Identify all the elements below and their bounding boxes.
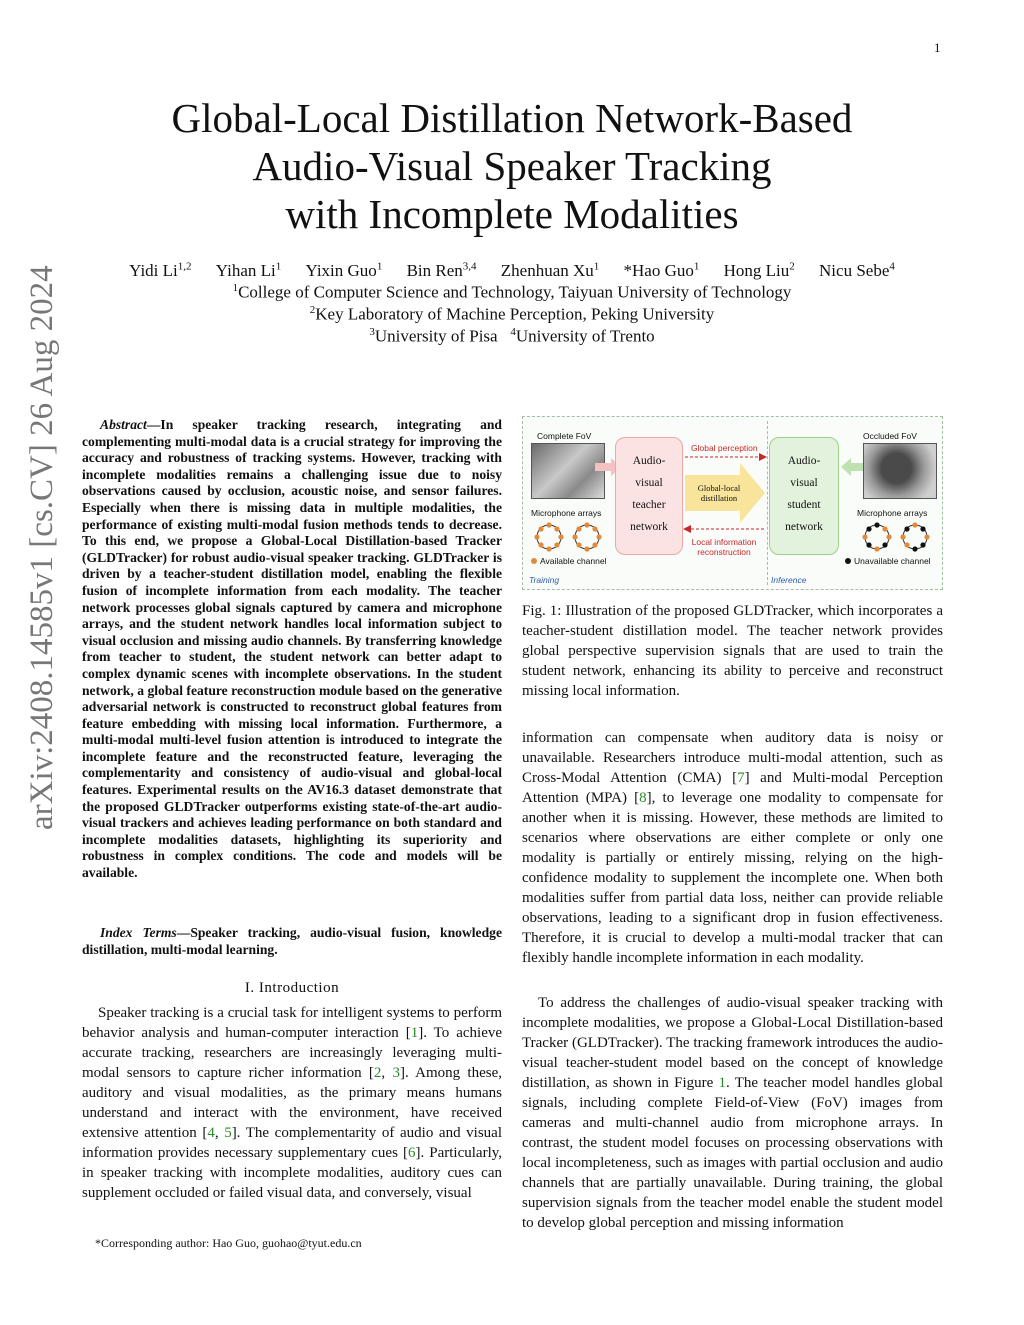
dashed-arrow-icon: [683, 453, 767, 461]
dashed-arrow-back-icon: [683, 525, 767, 533]
student-label-line: visual: [790, 477, 818, 489]
index-terms: Index Terms—Speaker tracking, audio-visual fusion, knowledge distillation, multi-modal learning.: [82, 925, 502, 957]
citation-link[interactable]: 7: [737, 770, 745, 786]
abstract: Abstract—In speaker tracking research, integrating and complementing multi-modal data is a crucial strategy for improving the accuracy and robustness of tracking systems. However, tracking with incomplete modalities remains a challenging issue due to noisy observations caused by occlusion, acoustic noise, and sensor failures. Especially when there is missing data in multiple modalities, the performance of existing multi-modal fusion methods tends to decrease. To this end, we propose a Global-Local Distillation-based Tracker (GLDTracker) for robust audio-visual speaker tracking. GLDTracker is driven by a teacher-student distillation model, enabling the flexible fusion of incomplete information from each modality. The teacher network processes global signals captured by camera and microphone arrays, and the student network handles local information subject to visual occlusion and missing audio channels. By transferring knowledge from teacher to student, the student network can better adapt to complex dynamic scenes with incomplete observations. In the student network, a global feature reconstruction module based on the generative adversarial network is constructed to reconstruct global features from feature embedding with missing local information. Furthermore, a multi-modal multi-level fusion attention is introduced to integrate the incomplete feature and the reconstructed feature, leveraging the complementarity and consistency of audio-visual and global-local features. Experimental results on the AV16.3 dataset demonstrate that the proposed GLDTracker outperforms existing state-of-the-art audio-visual trackers and achieves leading performance on both standard and incomplete modalities datasets, highlighting its superiority and robustness in complex conditions. The code and models will be available.: [82, 417, 502, 881]
student-label-line: student: [787, 499, 821, 511]
mic-arrays-label-left: Microphone arrays: [531, 508, 602, 518]
student-network-box: [769, 437, 839, 555]
affiliation-1: $^1$College of Computer Science and Technology, Taiyuan University of Technology: [232, 282, 792, 302]
paper-title: [100, 94, 924, 238]
unavailable-dot-icon: [845, 558, 851, 564]
distillation-label: Global-local distillation: [697, 483, 741, 503]
title-line-1: Global-Local Distillation Network-Based: [171, 95, 853, 141]
training-label: Training: [529, 575, 560, 585]
student-label-line: Audio-: [787, 455, 821, 467]
teacher-label-line: visual: [635, 477, 663, 489]
section-heading-introduction: I. Introduction: [244, 980, 340, 996]
author: Bin Ren$^{3,4}$: [406, 260, 477, 280]
right-paragraph-1: information can compensate when auditory data is noisy or unavailable. Researchers introduce multi-modal attention, such as Cross-Modal Attention (CMA) [7] and Multi-modal Perception Attention (MPA) [8], to leverage one modality to compensate for another when it is missing. However, these methods are limited to scenarios where observations are either complete or only one modality is partially or entirely missing, relying on the high-confidence modality to supplement the incomplete one. When both modalities suffer from partial data loss, neither can provide reliable observations, leading to a significant drop in fusion effectiveness. Therefore, it is crucial to develop a multi-modal tracker that can flexibly handle incomplete information in each modality.: [522, 730, 944, 966]
teacher-label-line: network: [630, 521, 668, 533]
teacher-label-line: teacher: [632, 499, 666, 511]
inference-label: Inference: [771, 575, 807, 585]
student-label-line: network: [785, 521, 823, 533]
citation-link[interactable]: 3: [392, 1065, 400, 1081]
occluded-fov-label: Occluded FoV: [863, 431, 917, 441]
citation-link[interactable]: 1: [410, 1025, 419, 1041]
author: Nicu Sebe$^4$: [819, 260, 895, 280]
complete-fov-label: Complete FoV: [537, 431, 592, 441]
citation-link[interactable]: 2: [373, 1065, 382, 1081]
teacher-label-line: Audio-: [632, 455, 666, 467]
page-number: 1: [934, 40, 941, 55]
local-reconstruction-label: Local information reconstruction: [691, 537, 757, 557]
figure-1-diagram: [522, 416, 943, 590]
mic-array-right-icon: [859, 517, 939, 557]
author: Hong Liu$^2$: [723, 260, 795, 280]
global-perception-label: Global perception: [691, 443, 758, 453]
citation-link[interactable]: 8: [639, 790, 647, 806]
author: Yihan Li$^1$: [215, 260, 282, 280]
figure-caption: Fig. 1: Illustration of the proposed GLDTracker, which incorporates a teacher-student distillation model. The teacher network provides global perspective supervision signals that are used to train the student network, enhancing its ability to perceive and reconstruct missing local information.: [522, 603, 943, 699]
arxiv-stamp: arXiv:2408.14585v1 [cs.CV] 26 Aug 2024: [24, 265, 60, 830]
intro-paragraph: Speaker tracking is a crucial task for intelligent systems to perform behavior analysis and human-computer interaction [1]. To achieve accurate tracking, researchers are increasingly leveraging multi-modal sensors to capture richer information [2, 3]. Among these, auditory and visual modalities, as the primary means humans understand and interact with the environment, have received extensive attention [4, 5]. The complementarity of audio and visual information provides necessary supplementary cues [6]. Particularly, in speaker tracking with incomplete modalities, auditory cues can supplement occluded or failed visual data, and conversely, visual: [82, 1005, 503, 1201]
teacher-network-box: [615, 437, 683, 555]
footnote: *Corresponding author: Hao Guo, guohao@tyut.edu.cn: [95, 1236, 362, 1250]
author: Zhenhuan Xu$^1$: [500, 260, 600, 280]
occluded-fov-image: [863, 443, 937, 499]
citation-link[interactable]: 6: [407, 1145, 416, 1161]
title-line-2: Audio-Visual Speaker Tracking: [252, 143, 772, 189]
right-paragraph-2: To address the challenges of audio-visual speaker tracking with incomplete modalities, we propose a Global-Local Distillation-based Tracker (GLDTracker). The tracking framework introduces the audio-visual teacher-student model based on the concept of knowledge distillation, as shown in Figure 1. The teacher model handles global signals, including complete Field-of-View (FoV) images from cameras and multi-channel audio from microphone arrays. In contrast, the student model focuses on processing observations with local incompleteness, such as images with partial occlusion and audio channels that are partially unavailable. During training, the global supervision signals from the teacher model enable the student model to develop global perception and missing information: [522, 995, 943, 1231]
citation-link[interactable]: 5: [224, 1125, 232, 1141]
mic-array-left-icon: [531, 517, 611, 557]
author: Yidi Li$^{1,2}$: [129, 260, 192, 280]
affiliation-3-4: $^3$University of Pisa $^4$University of Trento: [369, 326, 655, 346]
citation-link[interactable]: 4: [207, 1125, 215, 1141]
divider: [767, 421, 768, 585]
title-line-3: with Incomplete Modalities: [285, 191, 739, 237]
affiliation-2: $^2$Key Laboratory of Machine Perception, Peking University: [309, 304, 715, 324]
available-channel-label: Available channel: [540, 556, 607, 566]
figure-link[interactable]: 1: [718, 1075, 726, 1091]
unavailable-channel-label: Unavailable channel: [854, 556, 931, 566]
author: *Hao Guo$^1$: [623, 260, 700, 280]
author: Yixin Guo$^1$: [305, 260, 383, 280]
mic-arrays-label-right: Microphone arrays: [857, 508, 928, 518]
available-dot-icon: [531, 558, 537, 564]
